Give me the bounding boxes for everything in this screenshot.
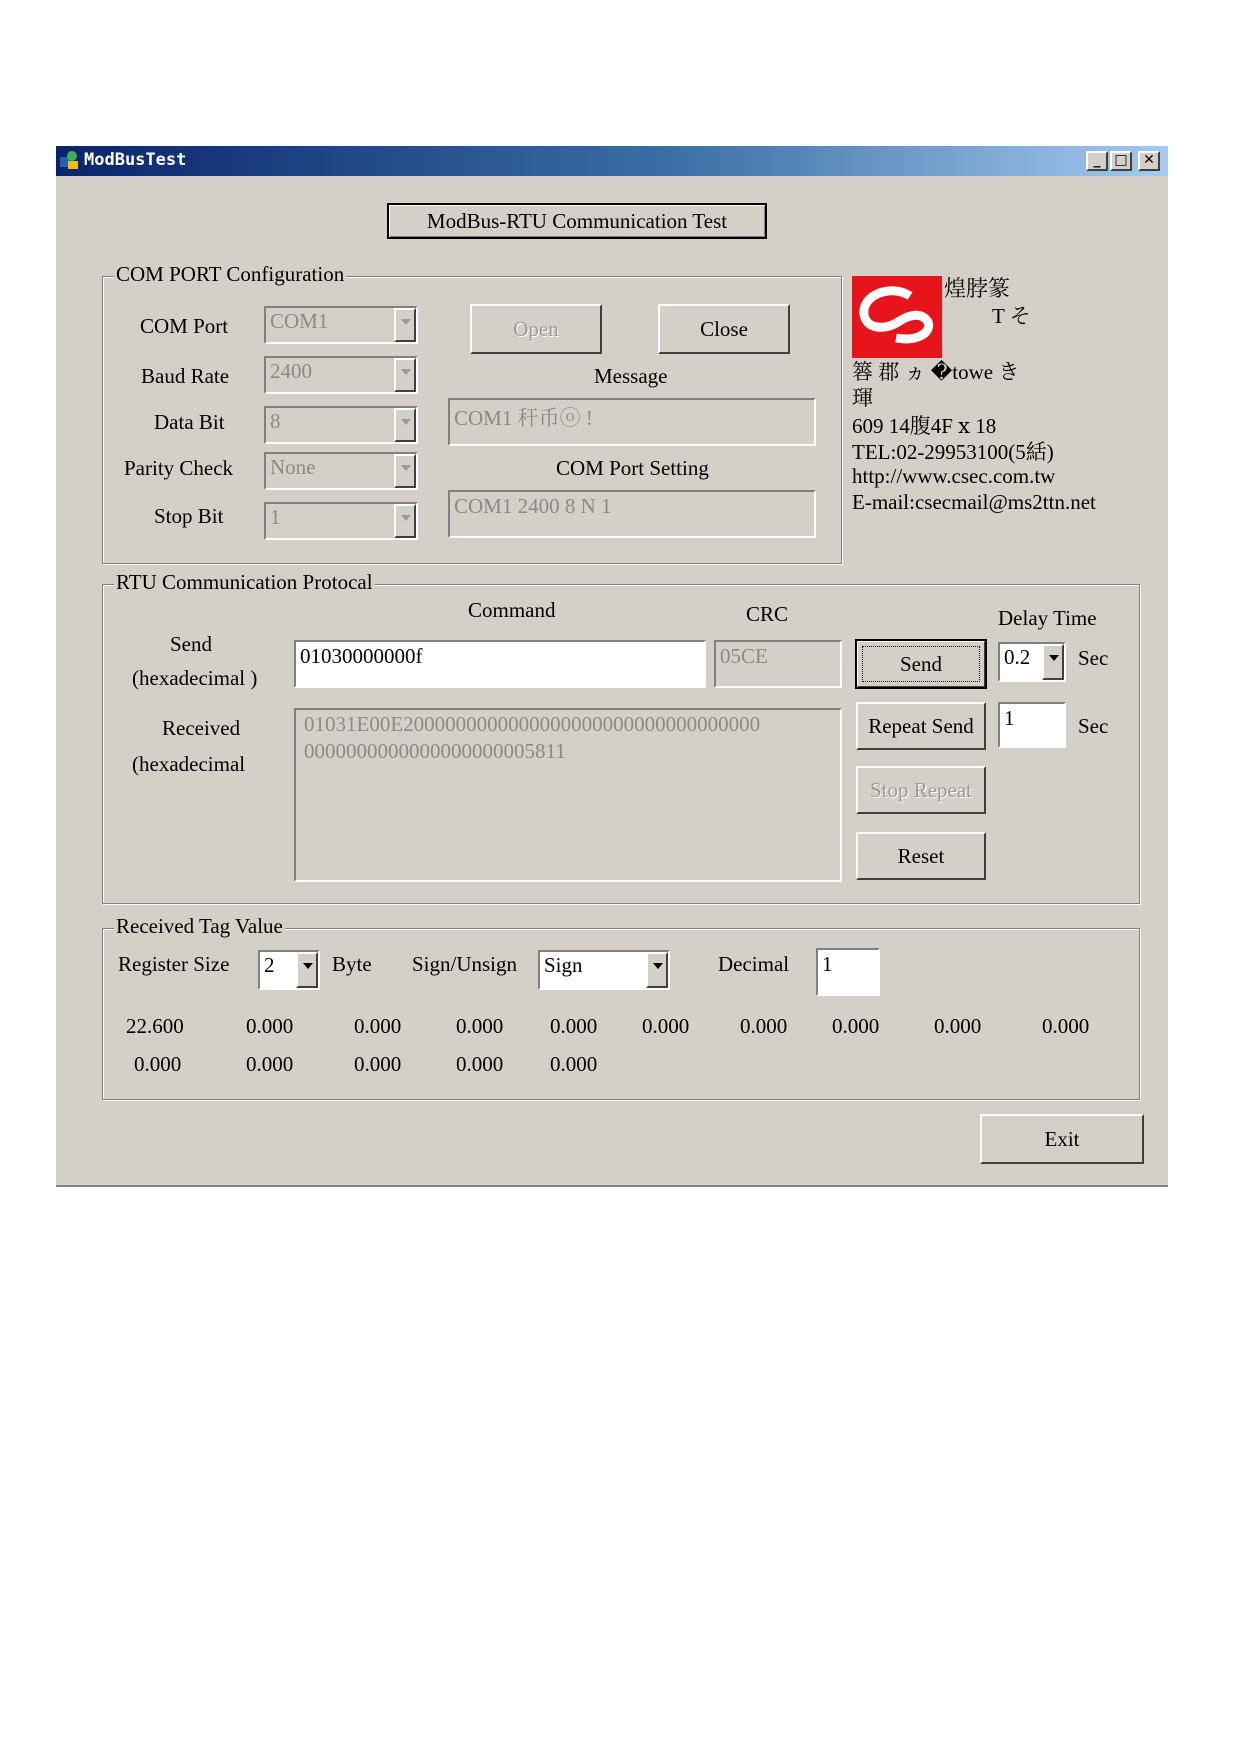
- tag-value-10: 0.000: [1042, 1014, 1090, 1038]
- stop-repeat-button-label: Stop Repeat: [869, 777, 973, 802]
- sign-unsign-value: Sign: [544, 953, 583, 977]
- stop-bit-label: Stop Bit: [154, 504, 224, 528]
- header-test-button[interactable]: [387, 203, 767, 239]
- com-port-select[interactable]: [264, 306, 418, 344]
- reset-button-label: Reset: [897, 843, 945, 868]
- stop-repeat-button[interactable]: [856, 766, 986, 814]
- chevron-down-icon[interactable]: [394, 308, 416, 342]
- decimal-label: Decimal: [718, 952, 790, 976]
- register-size-label: Register Size: [118, 952, 230, 976]
- delay-time-select[interactable]: [998, 642, 1066, 682]
- crc-label: CRC: [746, 602, 789, 626]
- send-button[interactable]: [856, 640, 986, 688]
- company-line3: 簭 郡 ヵ �towe き: [852, 360, 1020, 384]
- received-hex-label: (hexadecimal: [132, 752, 246, 776]
- header-test-button-label: ModBus-RTU Communication Test: [426, 208, 728, 233]
- exit-button-label: Exit: [1044, 1126, 1080, 1151]
- tag-value-8: 0.000: [832, 1014, 880, 1038]
- tag-value-1: 22.600: [126, 1014, 184, 1038]
- company-logo-icon: [852, 276, 942, 358]
- command-label: Command: [468, 598, 556, 622]
- tag-value-4: 0.000: [456, 1014, 504, 1038]
- tag-value-14: 0.000: [456, 1052, 504, 1076]
- tag-value-9: 0.000: [934, 1014, 982, 1038]
- repeat-sec-label: Sec: [1078, 714, 1109, 738]
- rtu-protocol-title: RTU Communication Protocal: [116, 570, 373, 594]
- window-title: ModBusTest: [84, 150, 187, 170]
- com-port-setting-field: [448, 490, 816, 538]
- delay-time-label: Delay Time: [998, 606, 1097, 630]
- repeat-send-button-label: Repeat Send: [868, 713, 974, 738]
- send-button-label: Send: [900, 651, 942, 676]
- minimize-icon: _: [1093, 152, 1101, 168]
- decimal-value: 1: [822, 952, 833, 976]
- baud-rate-select[interactable]: [264, 356, 418, 394]
- crc-field: [714, 640, 842, 688]
- exit-button[interactable]: [980, 1114, 1144, 1164]
- message-value: COM1 秆币ⓞ !: [454, 406, 593, 430]
- sign-unsign-label: Sign/Unsign: [412, 952, 518, 976]
- company-tel: TEL:02-29953100(5絬): [852, 440, 1054, 464]
- chevron-down-icon[interactable]: [394, 454, 416, 488]
- com-port-value: COM1: [270, 309, 329, 333]
- delay-time-value: 0.2: [1004, 645, 1031, 669]
- decimal-input[interactable]: [816, 948, 880, 996]
- register-size-value: 2: [264, 953, 275, 977]
- received-field: [294, 708, 842, 882]
- parity-check-value: None: [270, 455, 316, 479]
- maximize-icon: □: [1114, 152, 1128, 168]
- byte-label: Byte: [332, 952, 372, 976]
- open-button[interactable]: [470, 304, 602, 354]
- chevron-down-icon[interactable]: [394, 408, 416, 442]
- command-input[interactable]: [294, 640, 706, 688]
- close-port-button-label: Close: [700, 316, 748, 341]
- received-label: Received: [162, 716, 241, 740]
- chevron-down-icon[interactable]: [1042, 644, 1064, 680]
- data-bit-value: 8: [270, 409, 281, 433]
- tag-value-3: 0.000: [354, 1014, 402, 1038]
- received-tag-value-title: Received Tag Value: [116, 914, 283, 938]
- company-address: 609 14腹4F ⅹ 18: [852, 414, 997, 438]
- stop-bit-select[interactable]: [264, 502, 418, 540]
- company-name-line1: 煌脖篆: [944, 276, 1011, 301]
- window-bottom-edge: [56, 1185, 1168, 1187]
- delay-sec-label: Sec: [1078, 646, 1109, 670]
- company-name-line2: T そ: [992, 304, 1031, 328]
- received-line1: 01031E00E2000000000000000000000000000000000: [304, 712, 761, 736]
- crc-value: 05CE: [720, 644, 768, 668]
- close-port-button[interactable]: [658, 304, 790, 354]
- com-port-config-title: COM PORT Configuration: [116, 262, 345, 286]
- app-icon: [58, 149, 80, 171]
- open-button-label: Open: [513, 316, 559, 341]
- chevron-down-icon[interactable]: [394, 504, 416, 538]
- com-port-label: COM Port: [140, 314, 229, 338]
- close-icon: ✕: [1143, 152, 1155, 168]
- chevron-down-icon[interactable]: [394, 358, 416, 392]
- maximize-button[interactable]: [1110, 151, 1132, 171]
- tag-value-5: 0.000: [550, 1014, 598, 1038]
- send-hex-label: (hexadecimal ): [132, 666, 258, 690]
- tag-value-15: 0.000: [550, 1052, 598, 1076]
- minimize-button[interactable]: [1086, 151, 1108, 171]
- com-port-setting-label: COM Port Setting: [556, 456, 709, 480]
- repeat-send-button[interactable]: [856, 702, 986, 750]
- modbus-test-window: [56, 146, 1168, 1187]
- company-url: http://www.csec.com.tw: [852, 464, 1056, 488]
- send-label: Send: [170, 632, 212, 656]
- reset-button[interactable]: [856, 832, 986, 880]
- close-window-button[interactable]: [1138, 151, 1160, 171]
- received-line2: 0000000000000000000005811: [304, 739, 566, 763]
- command-value: 01030000000f: [300, 644, 423, 668]
- repeat-interval-input[interactable]: [998, 702, 1066, 748]
- data-bit-select[interactable]: [264, 406, 418, 444]
- tag-value-2: 0.000: [246, 1014, 294, 1038]
- parity-check-select[interactable]: [264, 452, 418, 490]
- sign-unsign-select[interactable]: [538, 950, 670, 990]
- baud-rate-value: 2400: [270, 359, 312, 383]
- tag-value-13: 0.000: [354, 1052, 402, 1076]
- tag-value-11: 0.000: [134, 1052, 182, 1076]
- tag-value-12: 0.000: [246, 1052, 294, 1076]
- message-label: Message: [594, 364, 668, 388]
- title-bar[interactable]: [56, 146, 1168, 176]
- company-line3b: 琿: [852, 386, 873, 410]
- tag-value-6: 0.000: [642, 1014, 690, 1038]
- parity-check-label: Parity Check: [124, 456, 234, 480]
- chevron-down-icon[interactable]: [296, 952, 318, 988]
- stop-bit-value: 1: [270, 505, 281, 529]
- tag-value-7: 0.000: [740, 1014, 788, 1038]
- register-size-select[interactable]: [258, 950, 320, 990]
- data-bit-label: Data Bit: [154, 410, 225, 434]
- company-email: E-mail:csecmail@ms2ttn.net: [852, 490, 1096, 514]
- message-field: [448, 398, 816, 446]
- baud-rate-label: Baud Rate: [141, 364, 230, 388]
- chevron-down-icon[interactable]: [646, 952, 668, 988]
- repeat-interval-value: 1: [1004, 706, 1015, 730]
- com-port-setting-value: COM1 2400 8 N 1: [454, 494, 612, 518]
